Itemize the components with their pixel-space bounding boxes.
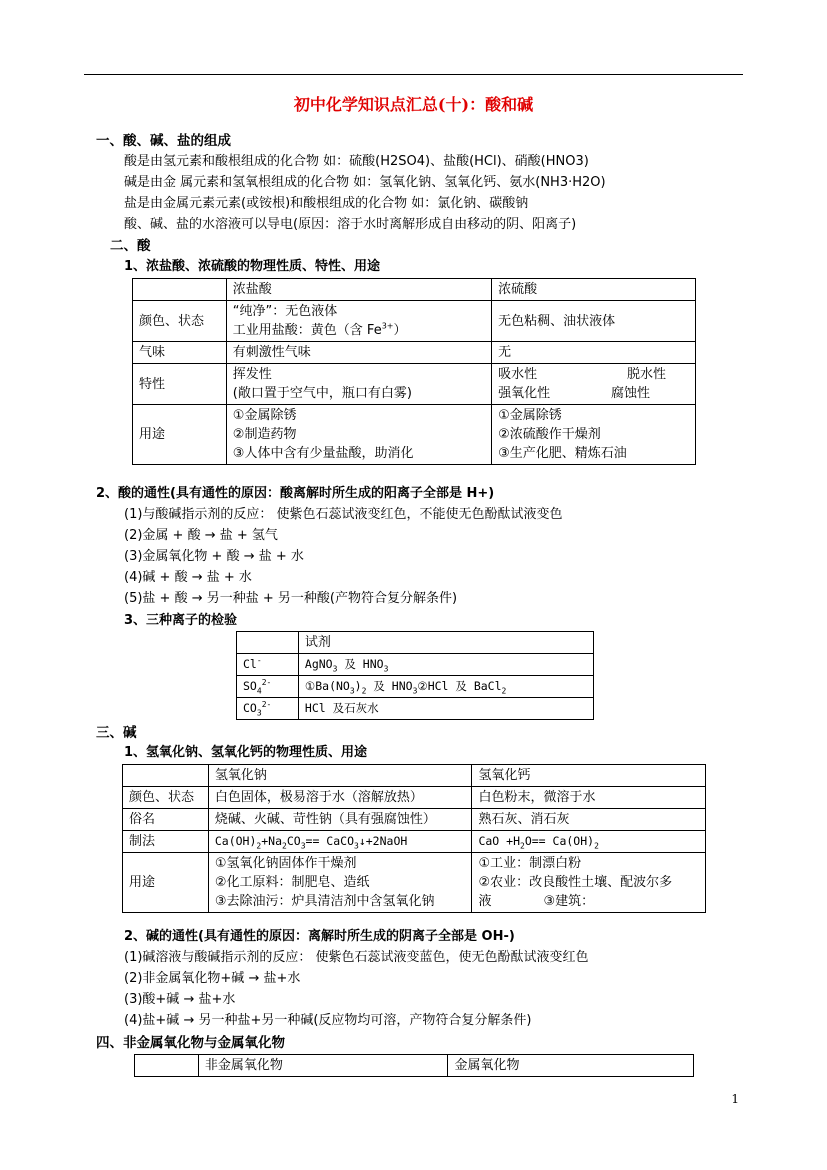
cell-line: ③生产化肥、精炼石油 (498, 446, 627, 461)
cell-line: 挥发性 (232, 367, 272, 382)
table-cell (492, 364, 696, 405)
cell-text: 工业用盐酸：黄色（含 Fe (232, 323, 382, 338)
table-cell: 无 (492, 342, 696, 364)
reagent-text: ②HCl 及 BaCl (417, 679, 502, 693)
formula-text: CO (286, 834, 301, 848)
cell-line: ②农业：改良酸性土壤、配波尔多 (478, 875, 673, 890)
ion-test-table (236, 631, 594, 720)
acid-prop-4: (4)碱 + 酸 → 盐 + 水 (124, 570, 252, 585)
ion-text: SO (243, 679, 257, 693)
cell-line: ①工业：制漂白粉 (478, 856, 582, 871)
subscript: 3 (349, 686, 355, 696)
row-label: 用途 (133, 405, 227, 465)
table-cell: 白色固体，极易溶于水（溶解放热） (208, 787, 472, 809)
cell-line: ①金属除锈 (232, 408, 297, 423)
s3-sub1: 1、氢氧化钠、氢氧化钙的物理性质、用途 (124, 745, 368, 760)
reagent-text: ) (354, 679, 362, 693)
formula-cell (208, 831, 472, 853)
table-cell: 无色粘稠、油状液体 (492, 301, 696, 342)
page-number: 1 (731, 1092, 739, 1106)
base-properties-table (122, 764, 706, 913)
row-label: 制法 (123, 831, 209, 853)
s1-line-1: 酸是由氢元素和酸根组成的化合物 如：硫酸(H2SO4)、盐酸(HCl)、硝酸(HNO3) (124, 154, 589, 169)
cell-line (233, 321, 485, 340)
superscript: - (256, 656, 262, 666)
row-label: 气味 (133, 342, 227, 364)
table-cell (492, 405, 696, 465)
table-cell (226, 364, 491, 405)
row-label: 俗名 (123, 809, 209, 831)
subscript: 2 (594, 841, 599, 851)
header-rule (84, 74, 743, 75)
subscript: 2 (501, 686, 507, 696)
subscript: 3 (383, 664, 389, 674)
subscript: 3 (354, 841, 359, 851)
formula-text: == CaCO (305, 834, 354, 848)
reagent-cell (298, 654, 593, 676)
table-cell (237, 632, 299, 654)
cell-line: ③去除油污：炉具清洁剂中含氢氧化钠 (214, 894, 435, 909)
s2-sub2: 2、酸的通性(具有通性的原因：酸离解时所生成的阳离子全部是 H+) (96, 486, 495, 501)
cell-text: 吸水性 (498, 367, 538, 382)
s2-sub3: 3、三种离子的检验 (124, 613, 238, 628)
subscript: 3 (300, 841, 306, 851)
table-header: 试剂 (298, 632, 593, 654)
s1-line-3: 盐是由金属元素元素(或铵根)和酸根组成的化合物 如：氯化钠、碳酸钠 (124, 196, 529, 211)
table-cell (133, 279, 227, 301)
formula-text: ↓+2NaOH (358, 834, 408, 848)
cell-line: ②制造药物 (232, 427, 297, 442)
row-label: 特性 (133, 364, 227, 405)
cell-line: ①金属除锈 (498, 408, 562, 423)
subscript: 4 (256, 686, 262, 696)
cell-text: 脱水性 (627, 367, 667, 382)
table-header: 浓盐酸 (226, 279, 491, 301)
acid-prop-1: (1)与酸碱指示剂的反应： 使紫色石蕊试液变红色，不能使无色酚酞试液变色 (124, 507, 563, 522)
formula-text: O== Ca(OH) (524, 834, 595, 848)
row-label: 颜色、状态 (133, 301, 227, 342)
ion-text: CO (243, 701, 257, 715)
table-cell: 有刺激性气味 (226, 342, 491, 364)
table-cell (123, 765, 209, 787)
acid-prop-2: (2)金属 + 酸 → 盐 + 氢气 (124, 528, 278, 543)
table-cell: 熟石灰、消石灰 (472, 809, 706, 831)
cell-text: ③建筑： (543, 894, 595, 909)
section-1-heading: 一、酸、碱、盐的组成 (96, 133, 231, 149)
page-title: 初中化学知识点汇总(十)：酸和碱 (293, 95, 534, 114)
cell-line: ③人体中含有少量盐酸，助消化 (232, 446, 414, 461)
table-header: 氢氧化钙 (472, 765, 706, 787)
formula-cell (472, 831, 706, 853)
cell-line: (敞口置于空气中，瓶口有白雾) (232, 386, 412, 401)
base-prop-3: (3)酸+碱 → 盐+水 (124, 992, 236, 1007)
table-cell (226, 301, 491, 342)
base-prop-1: (1)碱溶液与酸碱指示剂的反应： 使紫色石蕊试液变蓝色，使无色酚酞试液变红色 (124, 950, 589, 965)
subscript: 2 (256, 841, 262, 851)
s1-line-4: 酸、碱、盐的水溶液可以导电(原因：溶于水时离解形成自由移动的阴、阳离子) (124, 217, 577, 232)
row-label: 用途 (123, 853, 209, 913)
table-cell (208, 853, 472, 913)
cell-line: ②浓硫酸作干燥剂 (498, 427, 601, 442)
section-2-heading: 二、酸 (110, 238, 151, 254)
formula-text: CaO +H (478, 834, 520, 848)
acid-prop-3: (3)金属氧化物 + 酸 → 盐 + 水 (124, 549, 304, 564)
cell-line: ①氢氧化钠固体作干燥剂 (214, 856, 357, 871)
cell-text: 腐蚀性 (611, 386, 651, 401)
ion-cell (237, 676, 299, 698)
ion-cell (237, 654, 299, 676)
reagent-text: AgNO (304, 657, 333, 671)
table-cell: 烧碱、火碱、苛性钠（具有强腐蚀性） (208, 809, 472, 831)
s2-sub1: 1、浓盐酸、浓硫酸的物理性质、特性、用途 (124, 259, 381, 274)
reagent-cell: HCl 及石灰水 (298, 698, 593, 720)
reagent-text: ①Ba(NO (304, 679, 350, 693)
subscript: 2 (361, 686, 367, 696)
cell-text: ） (393, 323, 407, 338)
base-prop-2: (2)非金属氧化物+碱 → 盐+水 (124, 971, 301, 986)
reagent-text: 及 HNO (366, 679, 413, 693)
oxide-table (134, 1054, 694, 1077)
subscript: 3 (332, 664, 338, 674)
table-header: 氢氧化钠 (208, 765, 472, 787)
formula-text: Ca(OH) (214, 834, 257, 848)
subscript: 2 (520, 841, 525, 851)
reagent-cell (298, 676, 593, 698)
table-cell (135, 1055, 199, 1077)
table-cell: 白色粉末，微溶于水 (472, 787, 706, 809)
cell-line (498, 365, 666, 384)
acid-properties-table (132, 278, 696, 465)
formula-text: +Na (261, 834, 283, 848)
row-label: 颜色、状态 (123, 787, 209, 809)
superscript: 2- (261, 678, 272, 688)
superscript: 3+ (381, 321, 394, 331)
subscript: 2 (282, 841, 287, 851)
table-header: 浓硫酸 (492, 279, 696, 301)
reagent-text: 及 HNO (337, 657, 384, 671)
base-prop-4: (4)盐+碱 → 另一种盐+另一种碱(反应物均可溶，产物符合复分解条件) (124, 1013, 532, 1028)
table-header: 非金属氧化物 (198, 1055, 448, 1077)
acid-prop-5: (5)盐 + 酸 → 另一种盐 + 另一种酸(产物符合复分解条件) (124, 591, 458, 606)
s3-sub2: 2、碱的通性(具有通性的原因：离解时所生成的阴离子全部是 OH-) (124, 929, 515, 944)
table-cell (226, 405, 491, 465)
section-4-heading: 四、非金属氧化物与金属氧化物 (96, 1035, 285, 1051)
ion-text: Cl (243, 657, 257, 671)
table-cell (472, 853, 706, 913)
cell-text: 强氧化性 (498, 386, 551, 401)
ion-cell (237, 698, 299, 720)
cell-line (478, 892, 699, 911)
section-3-heading: 三、碱 (96, 725, 137, 741)
subscript: 3 (412, 686, 418, 696)
table-header: 金属氧化物 (448, 1055, 694, 1077)
cell-text: 液 (478, 894, 492, 909)
cell-line: “纯净”：无色液体 (232, 304, 338, 319)
s1-line-2: 碱是由金 属元素和氢氧根组成的化合物 如：氢氧化钠、氢氧化钙、氨水(NH3·H2O) (124, 175, 606, 190)
subscript: 3 (256, 708, 262, 718)
cell-line: ②化工原料：制肥皂、造纸 (214, 875, 370, 890)
cell-line (498, 384, 650, 403)
superscript: 2- (261, 700, 272, 710)
